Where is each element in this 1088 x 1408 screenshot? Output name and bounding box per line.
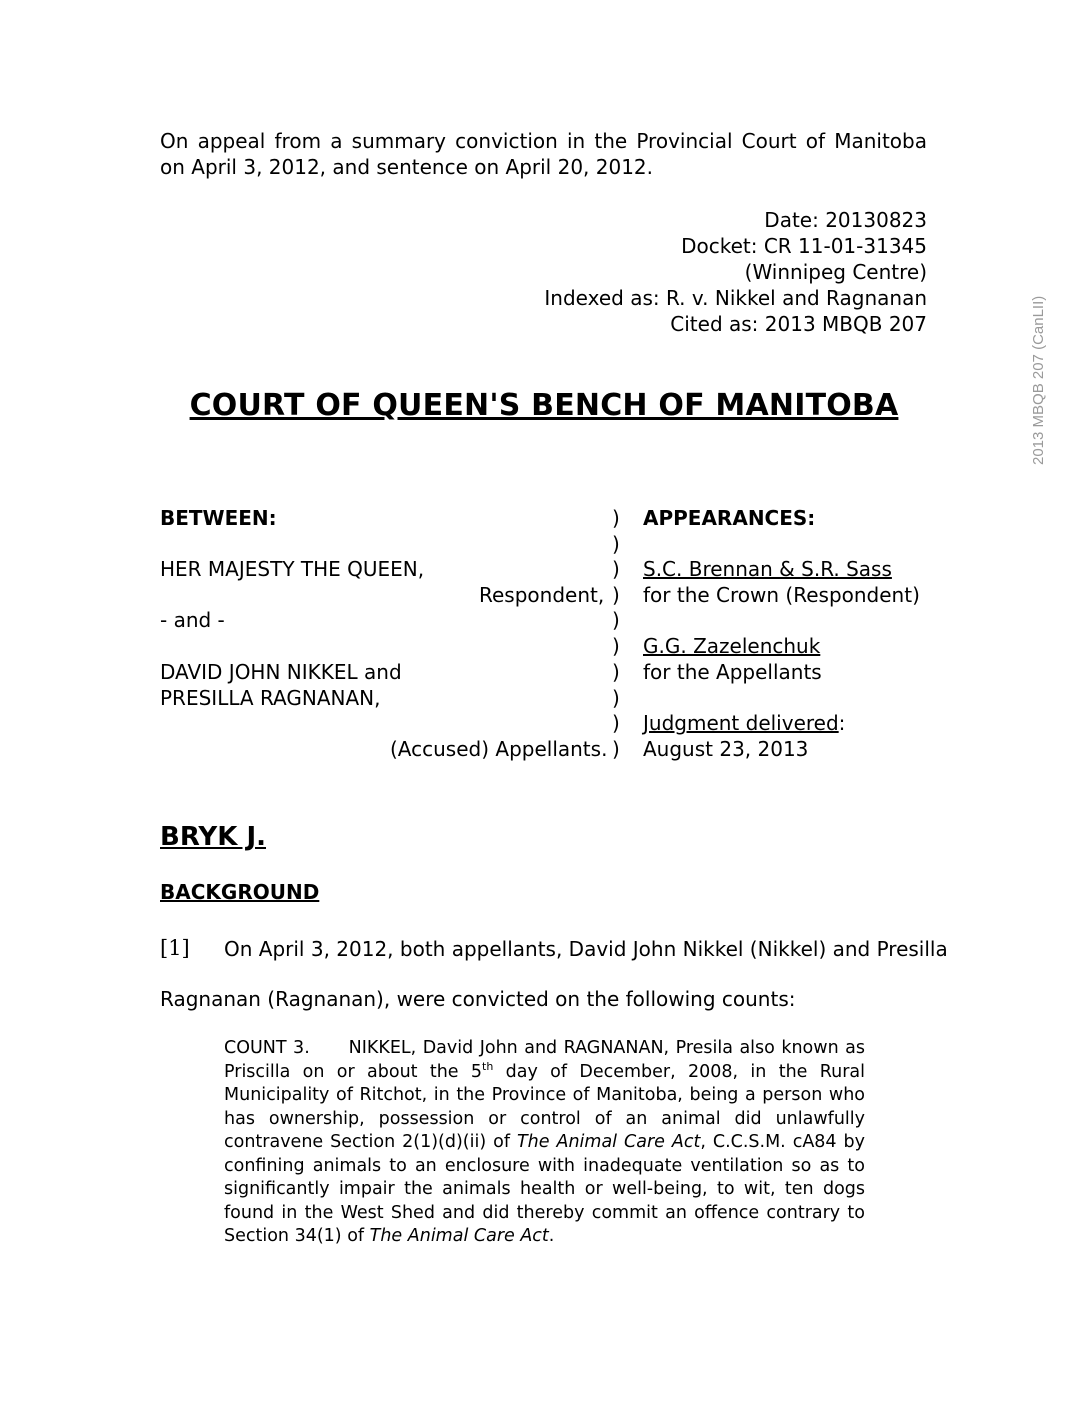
bracket: )	[612, 583, 620, 607]
party-crown-role: Respondent,	[479, 583, 605, 607]
court-title: COURT OF QUEEN'S BENCH OF MANITOBA	[189, 388, 899, 423]
bracket: )	[612, 634, 620, 658]
bracket: )	[612, 737, 620, 761]
paragraph-line: Ragnanan (Ragnanan), were convicted on the following counts:	[160, 987, 796, 1011]
count-text: NIKKEL, David John and RAGNANAN, Presila also known as Priscilla on or about the 5	[224, 1038, 865, 1082]
and-separator: - and -	[160, 608, 225, 632]
paragraph-line: On April 3, 2012, both appellants, David John Nikkel (Nikkel) and Presilla	[224, 937, 948, 961]
count-label: COUNT 3.	[224, 1038, 310, 1058]
crown-counsel: S.C. Brennan & S.R. Sass	[643, 557, 892, 581]
indexed-as: Indexed as: R. v. Nikkel and Ragnanan	[544, 286, 927, 310]
docket-number: Docket: CR 11-01-31345	[681, 234, 927, 258]
bracket: )	[612, 711, 620, 735]
count-text: , C.C.S.M. cA84 by confining animals to an enclosure with inadequate ventilation so as to significantly impair the animals health or well-being, to wit, ten dogs found in the West Shed and did thereby commit an offence contrary to Section 34(1) of	[224, 1132, 865, 1246]
count-text: day of December, 2008, in the Rural Municipality of Ritchot, in the Province of Manitoba, being a person who has ownership, possession or control of an animal did unlawfully contravene Section 2(1)(d)(ii) of	[224, 1061, 865, 1152]
bracket: )	[612, 608, 620, 632]
judgment-delivered-label	[643, 710, 845, 736]
party-appellant-role: (Accused) Appellants.	[390, 737, 608, 761]
count-superscript: th	[482, 1059, 494, 1073]
appearances-label: APPEARANCES:	[643, 506, 816, 530]
appeal-note: On appeal from a summary conviction in the Provincial Court of Manitoba on April 3, 2012, and sentence on April 20, 2012.	[160, 129, 927, 179]
bracket: )	[612, 686, 620, 710]
cited-as: Cited as: 2013 MBQB 207	[670, 312, 927, 336]
party-crown: HER MAJESTY THE QUEEN,	[160, 557, 425, 581]
count-block	[224, 1037, 865, 1249]
between-label: BETWEEN:	[160, 506, 277, 530]
party-appellant-line2: PRESILLA RAGNANAN,	[160, 686, 381, 710]
section-heading: BACKGROUND	[160, 880, 320, 904]
bracket: )	[612, 557, 620, 581]
citation-watermark: 2013 MBQB 207 (CanLII)	[1030, 295, 1047, 465]
judgment-delivered-colon: :	[838, 711, 846, 735]
paragraph-number: [1]	[160, 936, 190, 960]
bracket: )	[612, 532, 620, 556]
crown-counsel-role: for the Crown (Respondent)	[643, 583, 920, 607]
defence-counsel: G.G. Zazelenchuk	[643, 634, 821, 658]
act-name: The Animal Care Act	[369, 1226, 549, 1246]
decision-date: Date: 20130823	[764, 208, 927, 232]
count-text: .	[548, 1226, 555, 1246]
judgment-delivered-text: Judgment delivered	[643, 711, 839, 735]
judgment-date: August 23, 2013	[643, 737, 809, 761]
defence-counsel-role: for the Appellants	[643, 660, 822, 684]
court-centre: (Winnipeg Centre)	[744, 260, 927, 284]
judge-name: BRYK J.	[160, 822, 266, 852]
party-appellant-line1: DAVID JOHN NIKKEL and	[160, 660, 402, 684]
act-name: The Animal Care Act	[516, 1132, 701, 1152]
bracket: )	[612, 506, 620, 530]
bracket: )	[612, 660, 620, 684]
